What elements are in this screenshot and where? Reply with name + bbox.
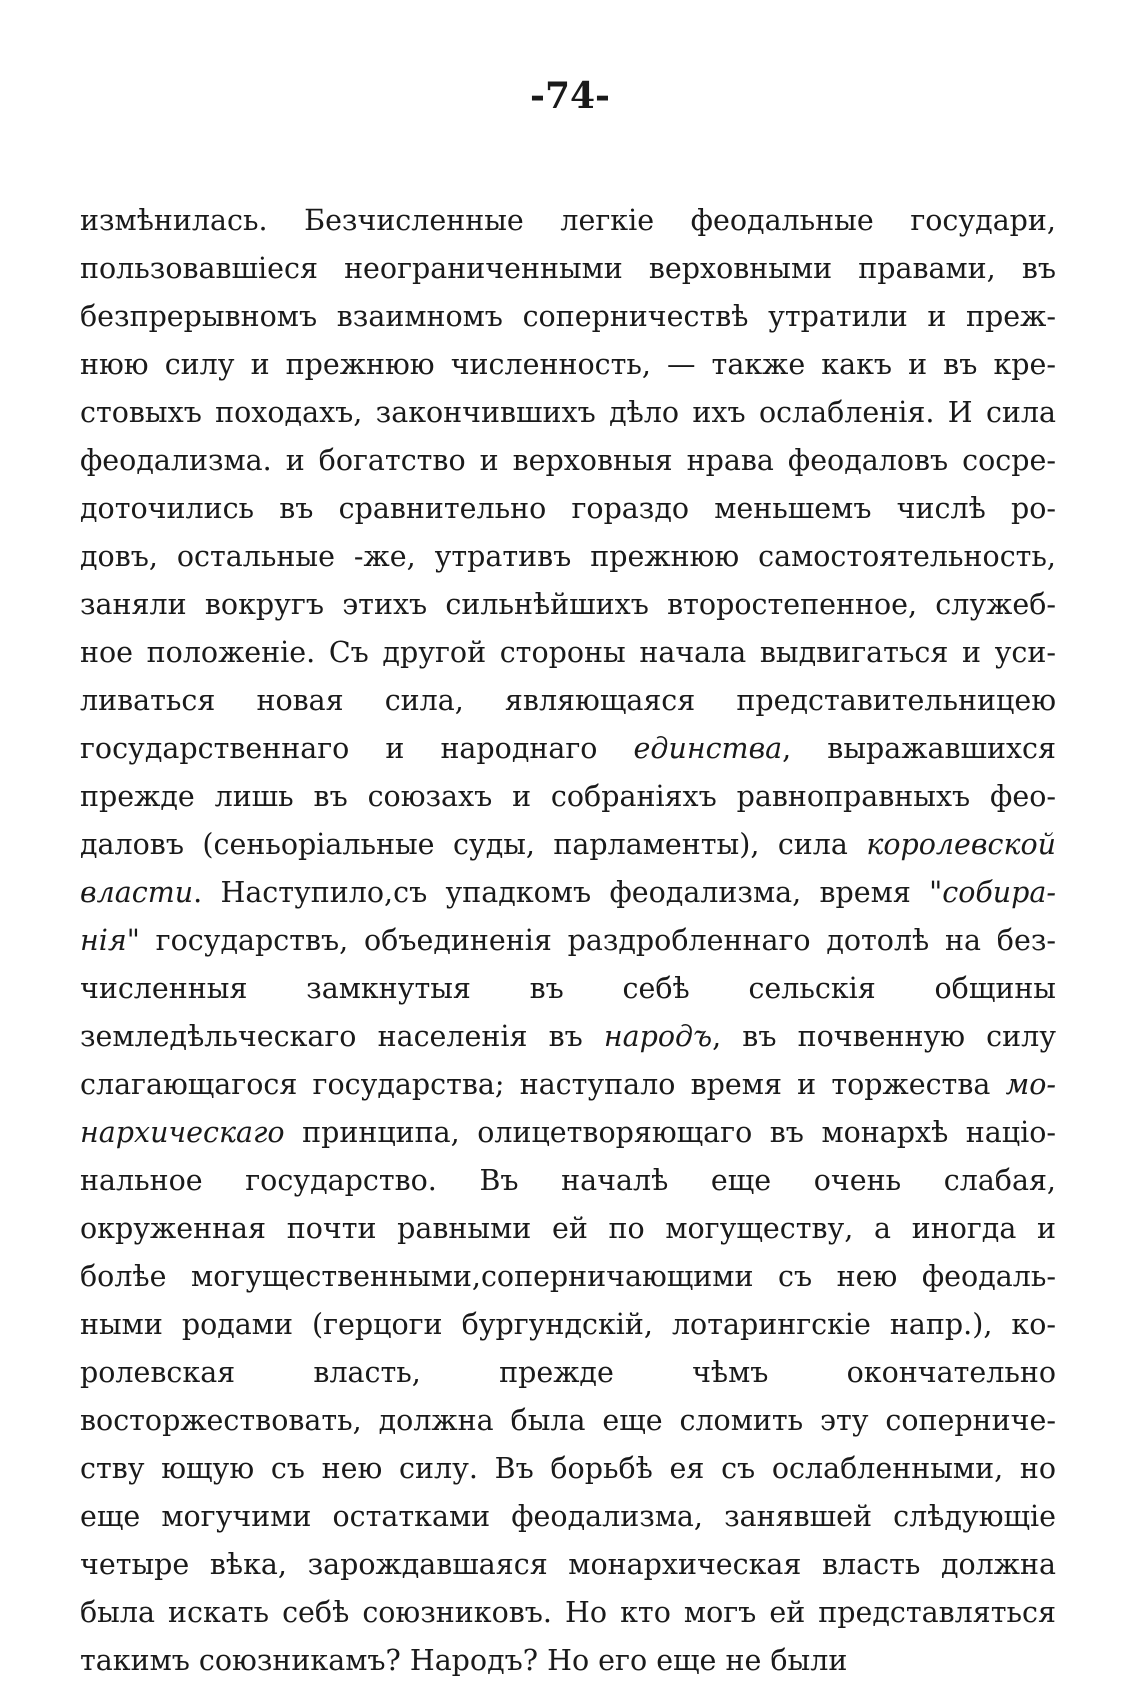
text-line: [80, 533, 1056, 581]
italic-text: мо-: [1005, 1068, 1056, 1101]
text-segment: доточились въ сравнительно гораздо меньшемъ числѣ ро-: [80, 492, 1056, 525]
text-line: [80, 1589, 1056, 1637]
text-line: [80, 341, 1056, 389]
text-segment: окруженная почти равными ей по могуществу, а иногда и: [80, 1212, 1056, 1245]
text-segment: довъ, остальные -же, утративъ прежнюю самостоятельность,: [80, 540, 1056, 573]
text-line: [80, 1109, 1056, 1157]
text-segment: восторжествовать, должна была еще сломить эту соперниче-: [80, 1404, 1056, 1437]
text-segment: , въ почвенную силу: [712, 1020, 1056, 1053]
text-segment: еще могучими остатками феодализма, занявшей слѣдующіе: [80, 1500, 1056, 1533]
text-segment: четыре вѣка, зарождавшаяся монархическая власть должна: [80, 1548, 1056, 1581]
text-segment: . Наступило,съ упадкомъ феодализма, время ": [193, 876, 943, 909]
text-line: [80, 917, 1056, 965]
text-segment: принципа, олицетворяющаго въ монархѣ націо-: [284, 1116, 1056, 1149]
text-line: [80, 389, 1056, 437]
text-line: [80, 773, 1056, 821]
body-text: [80, 197, 1056, 1685]
text-line: [80, 965, 1056, 1013]
text-line: [80, 725, 1056, 773]
text-line: [80, 1349, 1056, 1397]
text-segment: нальное государство. Въ началѣ еще очень слабая,: [80, 1164, 1056, 1197]
text-line: [80, 1541, 1056, 1589]
text-segment: стовыхъ походахъ, закончившихъ дѣло ихъ ослабленія. И сила: [80, 396, 1056, 429]
text-segment: слагающагося государства; наступало время и торжества: [80, 1068, 1006, 1101]
text-line: [80, 1157, 1056, 1205]
page-number: -74-: [530, 75, 610, 117]
text-line: [80, 437, 1056, 485]
text-segment: была искать себѣ союзниковъ. Но кто могъ ей представляться: [80, 1596, 1056, 1629]
text-segment: безпрерывномъ взаимномъ соперничествѣ утратили и преж-: [80, 300, 1056, 333]
italic-text: единства: [633, 732, 783, 765]
text-line: [80, 1445, 1056, 1493]
italic-text: народъ: [603, 1020, 713, 1053]
text-segment: нюю силу и прежнюю численность, — также какъ и въ кре-: [80, 348, 1056, 381]
text-line: [80, 1205, 1056, 1253]
text-line: [80, 581, 1056, 629]
text-line: [80, 485, 1056, 533]
text-line: [80, 1013, 1056, 1061]
text-segment: ролевская власть, прежде чѣмъ окончательно: [80, 1356, 1056, 1389]
text-line: [80, 1253, 1056, 1301]
text-segment: ное положеніе. Съ другой стороны начала выдвигаться и уси-: [80, 636, 1056, 669]
text-segment: заняли вокругъ этихъ сильнѣйшихъ второстепенное, служеб-: [80, 588, 1056, 621]
text-segment: ливаться новая сила, являющаяся представительницею: [80, 684, 1056, 717]
text-segment: ными родами (герцоги бургундскій, лотарингскіе напр.), ко-: [80, 1308, 1056, 1341]
text-line: [80, 677, 1056, 725]
text-segment: такимъ союзникамъ? Народъ? Но его еще не были: [80, 1644, 848, 1677]
text-line: [80, 293, 1056, 341]
text-line: [80, 1301, 1056, 1349]
text-line: [80, 245, 1056, 293]
text-segment: феодализма. и богатство и верховныя нрава феодаловъ сосре-: [80, 444, 1056, 477]
italic-text: королевской: [866, 828, 1056, 861]
text-line: [80, 1397, 1056, 1445]
text-line: [80, 1637, 1056, 1685]
text-segment: государственнаго и народнаго: [80, 732, 634, 765]
text-segment: " государствъ, объединенія раздробленнаго дотолѣ на без-: [126, 924, 1056, 957]
text-line: [80, 629, 1056, 677]
text-segment: ству ющую съ нею силу. Въ борьбѣ ея съ ослабленными, но: [80, 1452, 1056, 1485]
italic-text: нархическаго: [80, 1116, 285, 1149]
text-segment: даловъ (сеньоріальные суды, парламенты), сила: [80, 828, 867, 861]
text-line: [80, 869, 1056, 917]
italic-text: нія: [80, 924, 127, 957]
text-segment: пользовавшіеся неограниченными верховными правами, въ: [80, 252, 1056, 285]
text-line: [80, 1061, 1056, 1109]
italic-text: власти: [80, 876, 194, 909]
text-segment: болѣе могущественными,соперничающими съ нею феодаль-: [80, 1260, 1056, 1293]
italic-text: собира-: [942, 876, 1056, 909]
text-line: [80, 197, 1056, 245]
text-segment: измѣнилась. Безчисленные легкіе феодальные государи,: [80, 204, 1056, 237]
text-line: [80, 1493, 1056, 1541]
text-line: [80, 821, 1056, 869]
text-segment: прежде лишь въ союзахъ и собраніяхъ равноправныхъ фео-: [80, 780, 1056, 813]
text-segment: численныя замкнутыя въ себѣ сельскія общины: [80, 972, 1056, 1005]
text-segment: земледѣльческаго населенія въ: [80, 1020, 604, 1053]
text-segment: , выражавшихся: [782, 732, 1056, 765]
